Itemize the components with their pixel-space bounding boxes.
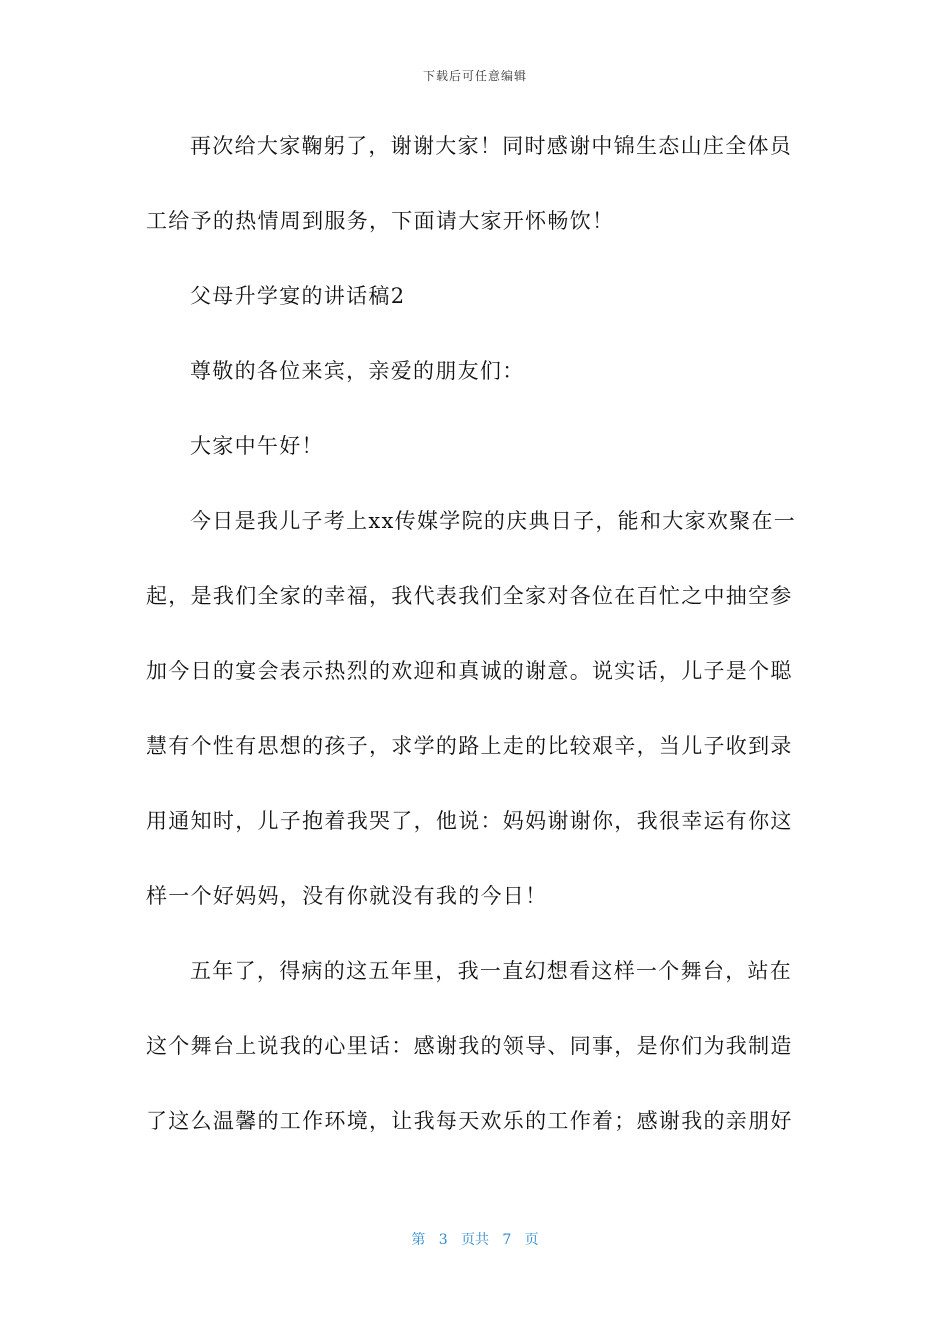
section-heading: 父母升学宴的讲话稿2 — [190, 284, 406, 308]
page-number-footer — [0, 1229, 950, 1249]
paragraph-line: 了这么温馨的工作环境，让我每天欢乐的工作着；感谢我的亲朋好 — [146, 1109, 793, 1133]
page-mid: 页共 — [461, 1232, 489, 1248]
page-suffix: 页 — [524, 1232, 539, 1248]
paragraph-line: 起，是我们全家的幸福，我代表我们全家对各位在百忙之中抽空参 — [146, 584, 793, 608]
paragraph-line: 用通知时，儿子抱着我哭了，他说：妈妈谢谢你，我很幸运有你这 — [146, 809, 793, 833]
paragraph-line: 慧有个性有思想的孩子，求学的路上走的比较艰辛，当儿子收到录 — [146, 734, 793, 758]
paragraph-line: 这个舞台上说我的心里话：感谢我的领导、同事，是你们为我制造 — [146, 1034, 793, 1058]
page-prefix: 第 — [411, 1232, 426, 1248]
paragraph-line: 再次给大家鞠躬了，谢谢大家！同时感谢中锦生态山庄全体员 — [190, 134, 793, 158]
paragraph-line: 样一个好妈妈，没有你就没有我的今日！ — [146, 884, 548, 908]
paragraph-line: 今日是我儿子考上xx传媒学院的庆典日子，能和大家欢聚在一 — [190, 509, 797, 533]
paragraph-line: 尊敬的各位来宾，亲爱的朋友们： — [190, 359, 525, 383]
current-page: 3 — [438, 1232, 448, 1248]
paragraph-line: 工给予的热情周到服务，下面请大家开怀畅饮！ — [146, 209, 615, 233]
total-pages: 7 — [502, 1232, 512, 1248]
header-note: 下载后可任意编辑 — [422, 69, 527, 83]
paragraph-line: 加今日的宴会表示热烈的欢迎和真诚的谢意。说实话，儿子是个聪 — [146, 659, 793, 683]
paragraph-line: 大家中午好！ — [190, 434, 324, 458]
paragraph-line: 五年了，得病的这五年里，我一直幻想看这样一个舞台，站在 — [190, 959, 793, 983]
